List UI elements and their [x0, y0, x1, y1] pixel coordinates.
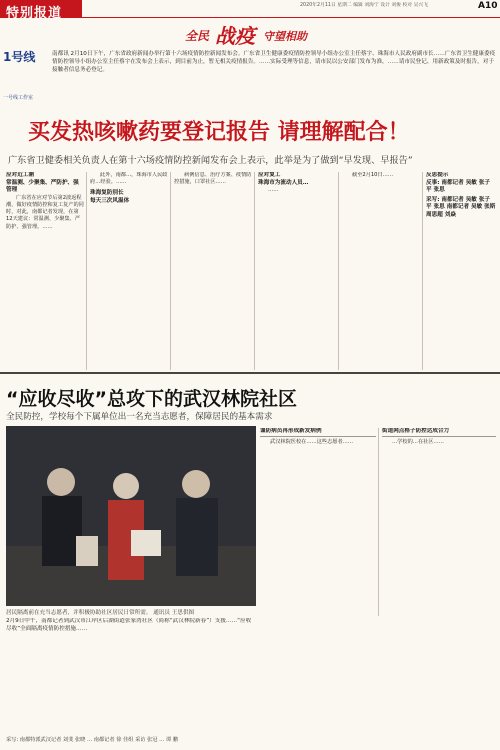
slogan-prefix: 全民: [185, 29, 210, 43]
photo-caption: 居民隔离前在充当志愿者，并积极协助社区居民日常所需。 通讯员 王思供图: [6, 610, 195, 616]
column-3: [174, 172, 252, 370]
column-6: [426, 172, 496, 370]
section2-title: “应收尽收”总攻下的武汉林院社区: [6, 388, 297, 410]
col5-body: 截至2月10日……: [352, 172, 394, 178]
col1-head: 应对近工潮: [6, 172, 34, 178]
column-5: [342, 172, 420, 370]
section2-col-b: [382, 428, 496, 616]
brief-logo: [3, 50, 48, 100]
column-1: [6, 172, 84, 370]
headline-title: 买发热咳嗽药要登记报告 请理解配合！: [28, 120, 410, 145]
section2-col-a: [260, 428, 376, 616]
brief-text: 南都讯 2月10日下午，广东省政府新闻办举行第十六场疫情防控新闻发布会。广东省卫生健康委疫情防控领导小组办公室主任蔡宇、珠海市人民政府副市长……广东省卫生健康委疫情防控领导小组办公室主任蔡宇在发布会上表示，到目前为止，暂无相关疫情报告。……实际受理等信息，请市民以公安部门发布为准，……请市民登记、用新政策及时报告，对于接触者信息务必登记。: [52, 51, 496, 73]
col2-head2: 每天三次风温体: [90, 198, 130, 204]
section2-lead: 2月9日中午，南都记者到武汉市江岸区后湖街道张家湾社区（简称“武汉林院新春”）支援……“应收尽收”全面隔离疫情防控措施……: [6, 618, 252, 632]
col1-head2: 常温测、少聚集、严防护、强管理: [6, 179, 79, 194]
slogan-art: 战疫: [215, 24, 255, 48]
bottom-byline: 采写: 南都特派武汉记者 刘斐 张晓 … 南都记者 徐 佳组 采访 张冠 … 谭 鹏: [6, 737, 178, 743]
col-divider: [170, 172, 171, 370]
headline-subtitle: 广东省卫健委相关负责人在第十六场疫情防控新闻发布会上表示，此举是为了做到“早发现、早报告”: [8, 155, 413, 166]
section-divider: [0, 372, 500, 374]
brief-logo-sub: 一号线工作室: [3, 95, 34, 101]
col4-head: 应对复工: [258, 172, 281, 178]
col4-head2: 珠海市为流动人员…: [258, 179, 309, 186]
col-divider: [338, 172, 339, 370]
section-tab: [0, 0, 82, 21]
col-a-body: 武汉林院医校在……这些志愿者……: [270, 438, 354, 445]
dateline: 2020年2月11日 星期二 编辑 刘海宁 设计 刘俊 校对 吴兴飞: [300, 3, 428, 8]
col-b-head: 街道网点格子防控达成合力: [382, 428, 496, 437]
col6-head: 反思提示: [426, 172, 449, 178]
photo-illustration: [6, 426, 256, 606]
col-a-head: 谨防病员再形成新发病例: [260, 428, 376, 437]
slogan-banner: [185, 20, 345, 46]
slogan-suffix: 守望相助: [263, 30, 307, 43]
column-2: [90, 172, 168, 370]
col2-body: 此外，南都…，珠海市人民政府…经验。……: [90, 172, 168, 186]
page-number: A10: [478, 1, 498, 11]
col-b-body: …学校的…在社区……: [392, 438, 444, 445]
col-divider: [86, 172, 87, 370]
col6-credit: 反事: 南都记者 吴敏 张子 平 张思: [426, 179, 491, 194]
col2-head: 珠海复防别长: [90, 190, 124, 197]
section-label: 特别报道: [6, 6, 63, 21]
news-photo: [6, 426, 256, 606]
col3-body: 病例信息、治疗方案、疫情防控措施，口罩社区……: [174, 172, 252, 186]
col-divider: [254, 172, 255, 370]
col6-byline: 采写: 南都记者 吴敏 张子 平 张思 南都记者 吴敏 张斯 周思超 刘焱: [426, 196, 496, 218]
brief-logo-big: 1号线: [3, 50, 36, 64]
col-divider: [422, 172, 423, 370]
section2-subtitle: 全民防控，学校每个下属单位出一名充当志愿者，保障居民的基本需求: [6, 412, 273, 422]
col4-body: ……: [268, 187, 279, 194]
column-4: [258, 172, 336, 370]
col-divider: [378, 428, 379, 616]
masthead-rule: [82, 17, 500, 18]
col1-body: 广东省在应对节后第2波返程潮，做好疫情防控和复工复产的同时，对此，南都记者发现，在第12天建议：常温测、少聚集、严防护、强管理。……: [6, 194, 84, 230]
